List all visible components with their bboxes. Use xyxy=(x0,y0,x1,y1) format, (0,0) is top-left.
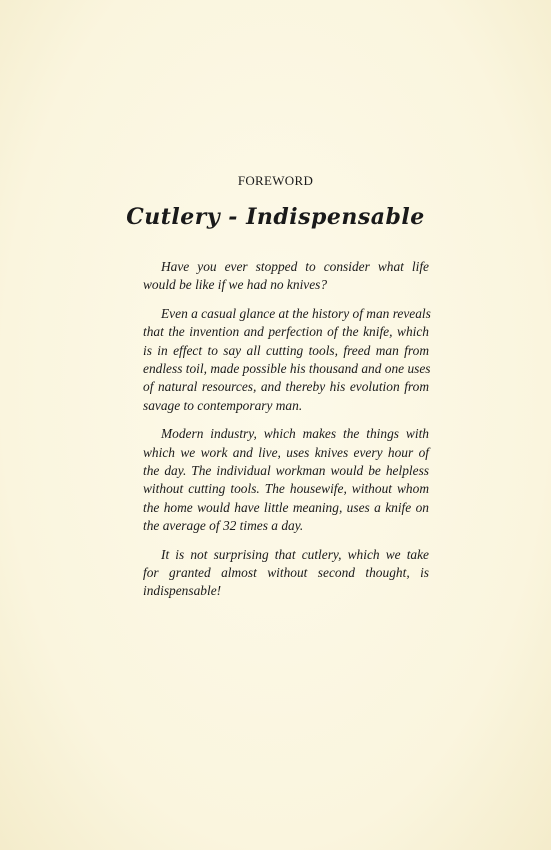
text-line: Even a casual glance at the history of man reveals xyxy=(161,306,431,322)
text-line: the home would have little meaning, uses a knife on xyxy=(143,499,429,515)
text-line: is in effect to say all cutting tools, freed man from xyxy=(143,342,429,358)
text-line: which we work and live, uses knives every hour of xyxy=(143,444,429,460)
text-line: of natural resources, and thereby his evolution from xyxy=(143,379,429,395)
text-line: It is not surprising that cutlery, which we take xyxy=(161,546,429,562)
text-line: indispensable! xyxy=(143,583,222,599)
text-line: without cutting tools. The housewife, without whom xyxy=(143,481,429,497)
paragraph xyxy=(143,425,429,535)
text-line: would be like if we had no knives? xyxy=(143,277,328,293)
paragraph xyxy=(143,546,429,601)
text-line: that the invention and perfection of the knife, which xyxy=(143,324,429,340)
paragraph xyxy=(143,258,429,295)
text-line: endless toil, made possible his thousand and one uses xyxy=(143,360,431,376)
page-heading: FOREWORD xyxy=(237,173,314,188)
page-title: Cutlery - Indispensable xyxy=(126,204,425,230)
text-line: the day. The individual workman would be helpless xyxy=(143,462,429,478)
text-line: the average of 32 times a day. xyxy=(143,517,304,533)
text-line: for granted almost without second thought, is xyxy=(143,564,429,580)
text-line: savage to contemporary man. xyxy=(143,397,303,413)
paragraph xyxy=(143,305,429,415)
foreword-body xyxy=(143,258,429,611)
text-line: Have you ever stopped to consider what life xyxy=(161,259,429,274)
text-line: Modern industry, which makes the things with xyxy=(161,426,429,442)
